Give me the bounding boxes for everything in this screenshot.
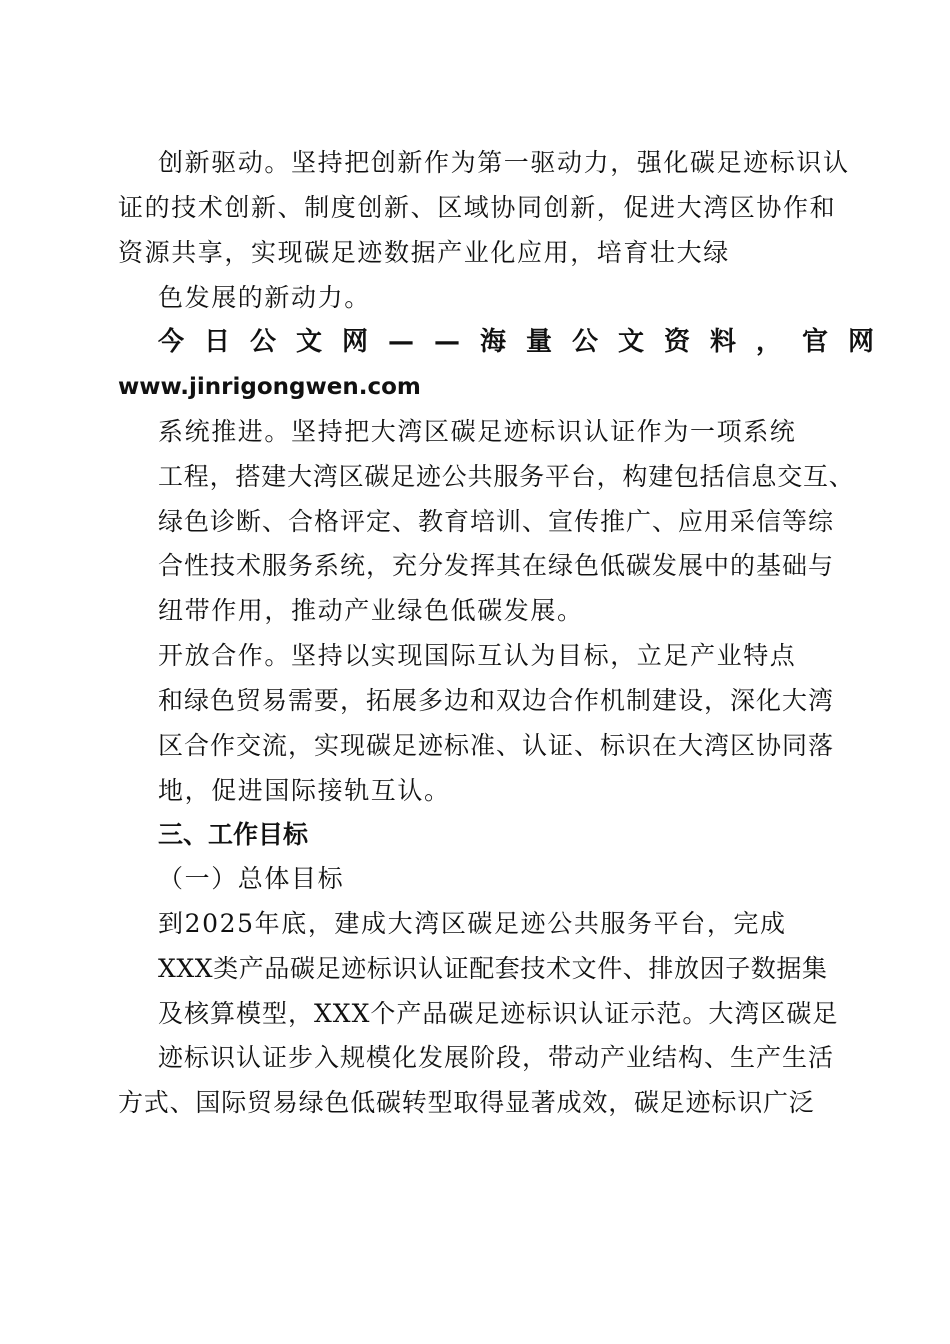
paragraph-line: 工程，搭建大湾区碳足迹公共服务平台，构建包括信息交互、 <box>158 462 855 491</box>
paragraph-line: 色发展的新动力。 <box>158 283 371 312</box>
paragraph-line: 证的技术创新、制度创新、区域协同创新，促进大湾区协作和 <box>118 193 837 222</box>
paragraph-line: 系统推进。坚持把大湾区碳足迹标识认证作为一项系统 <box>158 417 797 446</box>
paragraph-line: 和绿色贸易需要，拓展多边和双边合作机制建设，深化大湾 <box>158 686 835 715</box>
paragraph-line: 创新驱动。坚持把创新作为第一驱动力，强化碳足迹标识认 <box>158 148 850 177</box>
paragraph-line: 开放合作。坚持以实现国际互认为目标，立足产业特点 <box>158 641 797 670</box>
paragraph-line: 纽带作用，推动产业绿色低碳发展。 <box>158 596 584 625</box>
watermark-heading: 今日公文网——海量公文资料，官网 <box>158 327 895 357</box>
paragraph-line: 合性技术服务系统，充分发挥其在绿色低碳发展中的基础与 <box>158 551 835 580</box>
paragraph-line: 迹标识认证步入规模化发展阶段，带动产业结构、生产生活 <box>158 1043 835 1072</box>
paragraph-line: 方式、国际贸易绿色低碳转型取得显著成效，碳足迹标识广泛 <box>118 1088 815 1117</box>
section-heading: 三、工作目标 <box>158 820 309 849</box>
paragraph-line: 区合作交流，实现碳足迹标准、认证、标识在大湾区协同落 <box>158 731 835 760</box>
watermark-url: www.jinrigongwen.com <box>118 374 421 400</box>
paragraph-line: 及核算模型，XXX个产品碳足迹标识认证示范。大湾区碳足 <box>158 999 839 1028</box>
paragraph-line: 地，促进国际接轨互认。 <box>158 776 451 805</box>
paragraph-line: 绿色诊断、合格评定、教育培训、宣传推广、应用采信等综 <box>158 507 835 536</box>
paragraph-line: 到2025年底，建成大湾区碳足迹公共服务平台，完成 <box>158 909 787 938</box>
paragraph-line: XXX类产品碳足迹标识认证配套技术文件、排放因子数据集 <box>158 954 828 983</box>
paragraph-line: 资源共享，实现碳足迹数据产业化应用，培育壮大绿 <box>118 238 730 267</box>
subsection-heading: （一）总体目标 <box>158 864 345 893</box>
